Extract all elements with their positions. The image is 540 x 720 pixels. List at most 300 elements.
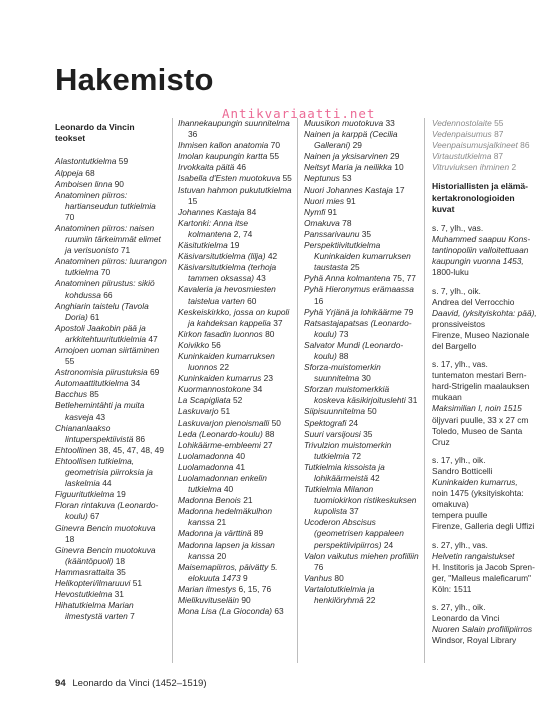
index-entry <box>178 284 292 306</box>
entry-pages: 55 <box>282 173 292 184</box>
entry-pages: 86 <box>520 140 530 151</box>
index-entry <box>178 118 292 140</box>
caption-block <box>432 359 540 448</box>
entry-title: Siipisuunnitelma <box>304 406 365 417</box>
entry-title: Muusikon muotokuva <box>304 118 384 128</box>
entry-pages: 55 <box>494 118 504 128</box>
entry-pages: 27 <box>263 439 273 450</box>
caption-block <box>432 223 540 278</box>
entry-pages: 29 <box>352 140 362 151</box>
entry-pages: 21 <box>216 517 227 528</box>
index-entry <box>178 185 292 207</box>
index-entry <box>432 162 540 173</box>
entry-title: Nainen ja karppä (Cecilia Gallerani) <box>304 129 398 151</box>
entry-title: Ehtoollisen tutkielma, geometrisia piirroksia ja laskelmia <box>55 455 153 489</box>
index-entry <box>304 362 420 384</box>
caption-line: ger, "Malleus maleficarum" <box>432 572 532 583</box>
entry-pages: 18 <box>115 555 126 566</box>
index-entry <box>55 578 167 589</box>
index-entry <box>178 329 292 340</box>
entry-title: Imolan kaupungin kartta <box>178 151 268 162</box>
index-entry <box>55 423 167 445</box>
entry-pages: 50 <box>271 417 281 428</box>
entry-pages: 72 <box>351 450 362 461</box>
entry-pages: 78 <box>342 217 352 228</box>
entry-title: Madonna ja värttinä <box>178 528 252 539</box>
entry-pages: 50 <box>367 406 377 417</box>
entry-pages: 75, 77 <box>392 273 416 284</box>
index-entry <box>304 196 420 207</box>
caption-line: H. Institoris ja Jacob Spren- <box>432 561 535 572</box>
index-entry <box>178 451 292 462</box>
entry-pages: 29 <box>390 151 400 162</box>
entry-title: Figuuritutkielma <box>55 489 115 500</box>
index-entry <box>304 284 420 306</box>
caption-block <box>432 455 540 533</box>
page-number: 94 <box>55 678 66 689</box>
caption-line: s. 17, ylh., oik. <box>432 454 486 465</box>
index-entry <box>178 251 292 262</box>
entry-pages: 63 <box>274 606 284 617</box>
entry-pages: 33 <box>385 118 395 128</box>
entry-title: Ginevra Bencin muotokuva (kääntöpuoli) <box>55 544 156 566</box>
entry-title: Vedenpaisumus <box>432 129 492 140</box>
entry-pages: 71 <box>120 245 131 256</box>
entry-title: Alastontutkielma <box>55 156 117 167</box>
caption-line: Firenze, Galleria degli Uffizi <box>432 521 535 532</box>
entry-title: Maisemapiirros, päivätty 5. elokuuta 1473 <box>178 561 278 583</box>
caption-line: Toledo, Museo de Santa <box>432 425 523 436</box>
index-entry <box>304 240 420 273</box>
entry-pages: 53 <box>342 173 352 184</box>
caption-line: s. 17, ylh., vas. <box>432 359 488 370</box>
entry-pages: 44 <box>102 478 112 489</box>
footer-title: Leonardo da Vinci (1452–1519) <box>72 678 207 689</box>
index-entry <box>178 473 292 495</box>
entry-title: Panssarivaunu <box>304 228 360 239</box>
index-entry <box>178 462 292 473</box>
entry-title: Helikopteri/ilmaruuvi <box>55 577 131 588</box>
entry-pages: 90 <box>114 178 124 189</box>
index-entry <box>432 140 540 151</box>
index-entry <box>304 307 420 318</box>
caption-line: noin 1475 (yksityiskohta: <box>432 488 524 499</box>
caption-line: Nuoren Salain profiilipiirros <box>432 624 533 635</box>
index-entry <box>178 140 292 151</box>
entry-pages: 35 <box>361 228 372 239</box>
index-entry <box>178 395 292 406</box>
entry-title: Neptunus <box>304 173 340 184</box>
entry-title: Kartonki: Anna itse kolmantena <box>178 217 248 239</box>
entry-title: Hihatutkielma Marian ilmestystä varten <box>55 600 134 622</box>
entry-title: Isabella d'Esten muotokuva <box>178 173 281 184</box>
index-entry <box>304 185 420 196</box>
entry-title: Omakuva <box>304 217 340 228</box>
entry-pages: 40 <box>235 450 246 461</box>
caption-line: tantinopoliin valloitettuaan <box>432 245 529 256</box>
index-entry <box>55 345 167 367</box>
entry-pages: 52 <box>232 395 243 406</box>
caption-line: Sandro Botticelli <box>432 465 493 476</box>
caption-line: pronssiveistos <box>432 318 486 329</box>
index-entry <box>55 567 167 578</box>
caption-line: mukaan <box>432 392 462 403</box>
entry-title: Amboisen linna <box>55 178 113 189</box>
works-column-3 <box>304 118 420 606</box>
caption-line: 1800-luku <box>432 267 469 278</box>
entry-pages: 51 <box>132 577 143 588</box>
entry-pages: 88 <box>339 350 349 361</box>
entry-title: Virtaustutkielma <box>432 151 492 162</box>
index-entry <box>178 440 292 451</box>
entry-pages: 85 <box>89 389 99 400</box>
entry-title: Tutkielmia kissoista ja lohikäärmeistä <box>304 461 385 483</box>
caption-line: s. 27, ylh., vas. <box>432 539 488 550</box>
index-entry <box>178 584 292 595</box>
entry-pages: 80 <box>265 328 275 339</box>
entry-pages: 43 <box>256 273 266 284</box>
caption-line: del Bargello <box>432 341 477 352</box>
entry-pages: 91 <box>327 206 338 217</box>
index-entry <box>55 323 167 345</box>
index-entry <box>304 384 420 406</box>
index-entry <box>55 489 167 500</box>
entry-title: Vedennostolaite <box>432 118 492 128</box>
entry-title: Madonna Benois <box>178 495 241 506</box>
entry-title: Suuri varsijousi <box>304 428 361 439</box>
caption-line: Cruz <box>432 436 450 447</box>
index-entry <box>55 256 167 278</box>
entry-title: Madonna hedelmäkulhon kanssa <box>178 506 273 528</box>
entry-title: Pyhä Hieronymus erämaassa <box>304 284 414 295</box>
entry-title: Ihannekaupungin suunnitelma <box>178 118 290 128</box>
index-entry <box>178 418 292 429</box>
index-entry <box>178 406 292 417</box>
entry-title: Pyhä Anna kolmantena <box>304 273 391 284</box>
entry-pages: 35 <box>116 566 126 577</box>
index-entry <box>432 129 540 140</box>
entry-title: Neitsyt Maria ja neilikka <box>304 162 392 173</box>
entry-pages: 70 <box>65 211 75 222</box>
entry-title: Käsivarsitutkielma (lilja) <box>178 251 266 262</box>
entry-pages: 70 <box>100 267 111 278</box>
index-entry <box>304 218 420 229</box>
entry-pages: 22 <box>366 595 376 606</box>
index-entry <box>178 262 292 284</box>
entry-title: Pyhä Yrjänä ja lohikäärme <box>304 306 402 317</box>
entry-pages: 86 <box>135 433 146 444</box>
entry-pages: 10 <box>394 162 404 173</box>
entry-title: Nuori Johannes Kastaja <box>304 184 393 195</box>
entry-title: Spektografi <box>304 417 347 428</box>
works-column-1 <box>55 122 167 622</box>
entry-pages: 51 <box>220 406 231 417</box>
column-divider <box>424 118 425 663</box>
caption-line: Helvetin rangaistukset <box>432 550 515 561</box>
entry-title: Nainen ja yksisarvinen <box>304 151 388 162</box>
index-entry <box>304 573 420 584</box>
entry-pages: 36 <box>188 129 198 140</box>
watermark: Antikvariaatti.net <box>222 106 376 121</box>
entry-title: Käsivarsitutkielma (terhoja tammen oksassa) <box>178 262 277 284</box>
section-heading: kertakronologioiden <box>432 192 515 203</box>
entry-pages: 42 <box>267 251 278 262</box>
entry-pages: 60 <box>247 295 257 306</box>
page-title: Hakemisto <box>55 62 214 97</box>
entry-title: Tutkielmia Milanon tuomiokirkon ristikeskuksen kupolista <box>304 484 417 517</box>
entry-title: Madonna lapsen ja kissan kanssa <box>178 539 275 561</box>
entry-pages: 31 <box>114 589 124 600</box>
entry-title: Anatominen piirros: hartianseudun tutkielmia <box>55 189 156 211</box>
index-entry <box>55 600 167 622</box>
entry-pages: 21 <box>243 495 253 506</box>
caption-line: Leonardo da Vinci <box>432 613 500 624</box>
entry-pages: 23 <box>263 373 273 384</box>
caption-line: Köln: 1511 <box>432 583 472 594</box>
entry-pages: 41 <box>235 461 246 472</box>
index-entry <box>304 229 420 240</box>
entry-title: Nymfi <box>304 206 326 217</box>
entry-pages: 38, 45, 47, 48, 49 <box>98 444 164 455</box>
entry-pages: 87 <box>493 151 504 162</box>
index-entry <box>178 373 292 384</box>
caption-line: Daavid, (yksityiskohta: pää), <box>432 307 537 318</box>
entry-pages: 42 <box>370 473 380 483</box>
index-entry <box>304 517 420 550</box>
index-entry <box>178 207 292 218</box>
entry-title: Koivikko <box>178 339 210 350</box>
entry-title: Valon vaikutus miehen profiiliin <box>304 550 419 561</box>
entry-pages: 91 <box>346 195 356 206</box>
captions-column <box>432 118 540 653</box>
entry-pages: 16 <box>314 295 324 306</box>
entry-pages: 88 <box>265 428 275 439</box>
entry-pages: 37 <box>273 317 283 328</box>
index-entry <box>304 551 420 573</box>
index-entry <box>304 340 420 362</box>
index-entry <box>178 340 292 351</box>
entry-pages: 79 <box>403 306 414 317</box>
caption-line: Firenze, Museo Nazionale <box>432 329 530 340</box>
entry-title: Vanhus <box>304 572 333 583</box>
entry-title: Floran rintakuva (Leonardo-koulu) <box>55 500 159 522</box>
index-entry <box>178 162 292 173</box>
index-entry <box>304 173 420 184</box>
index-entry <box>55 389 167 400</box>
entry-pages: 73 <box>339 328 349 339</box>
entry-title: Ucoderon Abscisus (geometrisen kappaleen perspektiivipiirros) <box>304 517 404 550</box>
entry-title: Sforzan muistomerkkiä koskeva käsikirjoituslehti <box>304 384 406 406</box>
entry-pages: 24 <box>383 539 394 550</box>
index-entry <box>55 523 167 545</box>
index-entry <box>55 378 167 389</box>
entry-pages: 69 <box>149 367 160 378</box>
entry-pages: 24 <box>348 417 359 428</box>
entry-pages: 47 <box>148 333 158 344</box>
entry-title: Alppeja <box>55 167 83 178</box>
entry-title: Vitruviuksen ihminen <box>432 162 510 173</box>
index-entry <box>178 384 292 395</box>
entry-title: Marian ilmestys <box>178 583 237 594</box>
index-entry <box>55 400 167 422</box>
entry-title: Luolamadonna <box>178 461 234 472</box>
entry-pages: 55 <box>65 356 75 367</box>
caption-line: öljyvari puulle, 33 x 27 cm <box>432 414 529 425</box>
index-entry <box>304 584 420 606</box>
index-entry <box>178 528 292 539</box>
entry-title: Apostoli Jaakobin pää ja arkkitehtuuritutkielmia <box>55 322 146 344</box>
section-heading: teokset <box>55 133 86 144</box>
entry-pages: 56 <box>211 339 221 350</box>
entry-pages: 90 <box>241 595 251 606</box>
index-entry <box>432 118 540 129</box>
entry-pages: 61 <box>90 311 100 322</box>
entry-pages: 7 <box>130 611 135 622</box>
index-entry <box>178 606 292 617</box>
index-entry <box>304 151 420 162</box>
entry-pages: 17 <box>395 184 405 195</box>
entry-pages: 84 <box>246 206 257 217</box>
entry-title: Anghiarin taistelu (Tavola Doria) <box>55 300 149 322</box>
index-entry <box>304 207 420 218</box>
index-entry <box>304 406 420 417</box>
entry-title: Ginevra Bencin muotokuva <box>55 522 156 533</box>
entry-title: Astronomisia piirustuksia <box>55 367 148 378</box>
index-entry <box>304 162 420 173</box>
index-entry <box>55 223 167 256</box>
index-entry <box>432 151 540 162</box>
entry-pages: 34 <box>130 378 141 389</box>
entry-pages: 22 <box>219 362 229 373</box>
index-entry <box>55 156 167 167</box>
index-entry <box>55 500 167 522</box>
entry-pages: 55 <box>269 151 280 162</box>
entry-title: Laskuvarjon pienoismalli <box>178 417 270 428</box>
entry-title: Ihmisen kallon anatomia <box>178 140 269 151</box>
entry-pages: 68 <box>85 167 95 178</box>
entry-title: Anatominen piirros: naisen ruumiin tärkeimmät elimet ja verisuonisto <box>55 222 161 256</box>
index-entry <box>178 506 292 528</box>
entry-pages: 2 <box>511 162 517 173</box>
entry-pages: 76 <box>314 561 324 572</box>
entry-title: Anatominen piirros: luurangon tutkielma <box>55 256 167 278</box>
entry-pages: 89 <box>253 528 264 539</box>
entry-title: Salvator Mundi (Leonardo-koulu) <box>304 339 404 361</box>
caption-line: Muhammed saapuu Kons- <box>432 234 531 245</box>
entry-title: Kuninkaiden kumarrus <box>178 373 262 384</box>
entry-title: Kuormannostokone <box>178 384 251 395</box>
index-entry <box>304 129 420 151</box>
entry-pages: 87 <box>494 129 504 140</box>
index-entry <box>55 190 167 223</box>
entry-title: Ehtoollinen <box>55 444 97 455</box>
caption-line: tempera puulle <box>432 510 488 521</box>
entry-pages: 20 <box>216 550 227 561</box>
entry-pages: 18 <box>65 533 75 544</box>
entry-title: Luolamadonnan enkelin tutkielma <box>178 473 267 495</box>
index-entry <box>55 168 167 179</box>
index-entry <box>178 151 292 162</box>
entry-title: Automaattitutkielma <box>55 378 129 389</box>
caption-line: Windsor, Royal Library <box>432 635 517 646</box>
entry-title: Lohikäärme-embleemi <box>178 439 261 450</box>
entry-title: Irvokkaita päitä <box>178 162 235 173</box>
entry-title: Ratsastajapatsas (Leonardo-koulu) <box>304 317 412 339</box>
index-entry <box>55 456 167 489</box>
entry-title: Luolamadonna <box>178 450 234 461</box>
entry-pages: 43 <box>95 411 106 422</box>
entry-title: Hevostutkielma <box>55 589 113 600</box>
index-entry <box>178 307 292 329</box>
entry-title: Laskuvarjo <box>178 406 219 417</box>
entry-title: Chiananlaakso lintuperspektiivistä <box>55 422 134 444</box>
index-entry <box>55 301 167 323</box>
entry-title: Mielikuvituseläin <box>178 595 239 606</box>
entry-pages: 37 <box>349 506 359 517</box>
entry-pages: 46 <box>236 162 246 173</box>
entry-title: Kavaleria ja hevosmiesten taistelua varten <box>178 284 276 306</box>
caption-line: Andrea del Verrocchio <box>432 296 515 307</box>
index-entry <box>55 445 167 456</box>
entry-pages: 34 <box>252 384 263 395</box>
index-entry <box>178 240 292 251</box>
entry-title: Johannes Kastaja <box>178 206 245 217</box>
entry-title: Istuvan hahmon pukututkielma <box>178 184 292 195</box>
entry-pages: 40 <box>223 484 234 495</box>
entry-title: Sforza-muistomerkin suunnitelma <box>304 362 381 384</box>
caption-line: s. 7, ylh., oik. <box>432 285 481 296</box>
column-divider <box>297 118 298 663</box>
entry-pages: 80 <box>334 572 344 583</box>
index-entry <box>178 429 292 440</box>
entry-title: Nuori mies <box>304 195 345 206</box>
column-divider <box>172 118 173 663</box>
entry-title: La Scapigliata <box>178 395 231 406</box>
index-entry <box>55 179 167 190</box>
entry-title: Hammasrattaita <box>55 566 115 577</box>
entry-title: Veenpaisumusjalkineet <box>432 140 518 151</box>
index-entry <box>304 273 420 284</box>
entry-pages: 19 <box>116 489 126 500</box>
entry-title: Leda (Leonardo-koulu) <box>178 428 263 439</box>
entry-title: Keskeiskirkko, jossa on kupoli ja kahdeksan kappelia <box>178 306 290 328</box>
index-entry <box>178 540 292 562</box>
caption-line: Maksimilian I, noin 1515 <box>432 403 522 414</box>
section-heading: Historiallisten ja elämä- <box>432 181 528 192</box>
index-entry <box>55 545 167 567</box>
caption-line: Kuninkaiden kumarrus, <box>432 477 518 488</box>
works-column-2 <box>178 118 292 617</box>
index-entry <box>178 218 292 240</box>
caption-line: hard-Strigelin maalauksen <box>432 381 530 392</box>
index-entry <box>178 562 292 584</box>
index-entry <box>304 440 420 462</box>
entry-title: Mona Lisa (La Gioconda) <box>178 606 273 617</box>
caption-block <box>432 602 540 646</box>
entry-pages: 19 <box>230 240 240 251</box>
entry-pages: 15 <box>188 195 198 206</box>
entry-title: Kirkon fasadin luonnos <box>178 328 263 339</box>
index-entry <box>178 173 292 184</box>
entry-title: Kuninkaiden kumarruksen luonnos <box>178 350 275 373</box>
entry-pages: 30 <box>361 373 371 384</box>
entry-pages: 25 <box>350 262 360 273</box>
entry-pages: 67 <box>90 511 100 522</box>
index-entry <box>178 495 292 506</box>
entry-pages: 35 <box>363 428 373 439</box>
entry-pages: 31 <box>408 395 418 406</box>
section-heading: kuvat <box>432 203 455 214</box>
